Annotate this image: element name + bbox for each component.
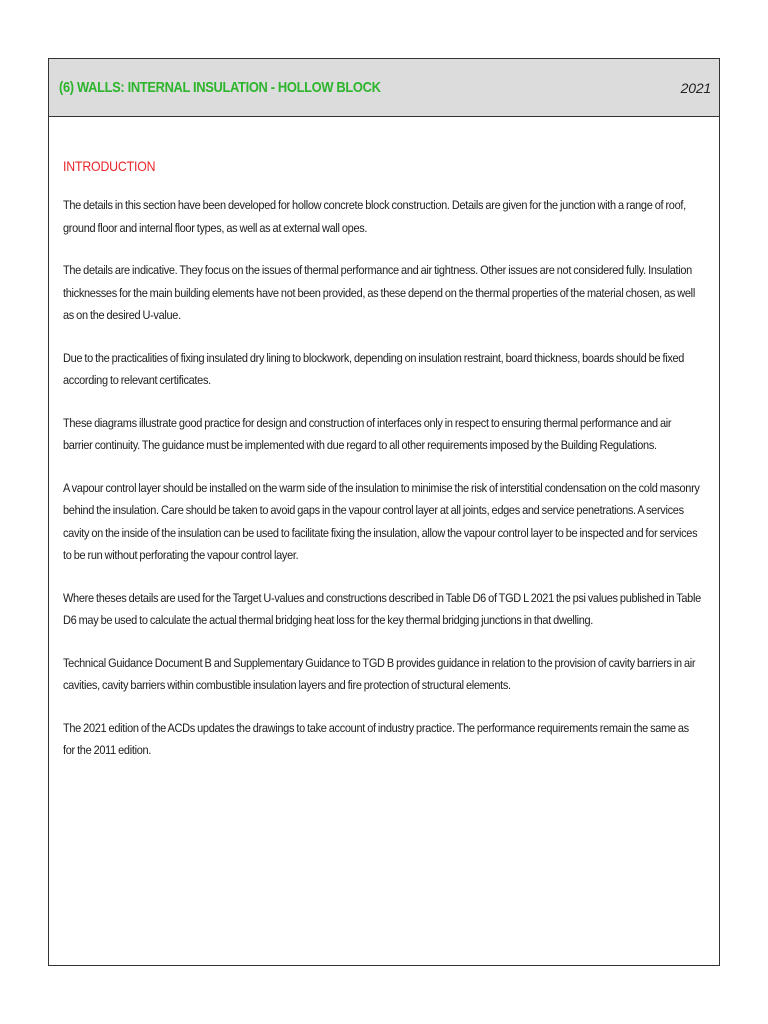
paragraph-5: A vapour control layer should be installed on the warm side of the insulation to minimise the risk of interstitial condensation on the cold masonry behind the insulation. Care should be taken to avoid gaps in the vapour control layer at all joints, edges and service penetrations. A services cavity on the inside of the insulation can be used to facilitate fixing the insulation, allow the vapour control layer to be inspected and for services to be run without perforating the vapour control layer. [63, 480, 700, 562]
introduction-heading: INTRODUCTION [63, 158, 156, 174]
paragraph-6: Where theses details are used for the Target U-values and constructions described in Table D6 of TGD L 2021 the psi values published in Table D6 may be used to calculate the actual thermal bridging heat loss for the key thermal bridging junctions in that dwelling. [63, 590, 701, 627]
paragraph-8: The 2021 edition of the ACDs updates the drawings to take account of industry practice. The performance requirements remain the same as for the 2011 edition. [63, 720, 689, 757]
paragraph-7: Technical Guidance Document B and Supplementary Guidance to TGD B provides guidance in relation to the provision of cavity barriers in air cavities, cavity barriers within combustible insulation layers and fire protection of structural elements. [63, 655, 696, 692]
paragraph-2: The details are indicative. They focus on the issues of thermal performance and air tightness. Other issues are not considered fully. Insulation thicknesses for the main building elements have not been provided, as these depend on the thermal properties of the material chosen, as well as on the desired U-value. [63, 263, 695, 322]
paragraph-4: These diagrams illustrate good practice for design and construction of interfaces only in respect to ensuring thermal performance and air barrier continuity. The guidance must be implemented with due regard to all other requirements imposed by the Building Regulations. [63, 415, 672, 452]
page-frame [48, 58, 720, 966]
paragraph-1: The details in this section have been developed for hollow concrete block construction. Details are given for the junction with a range of roof, ground floor and internal floor types, as well as at external wall opes. [63, 198, 686, 235]
document-body [49, 117, 719, 762]
section-title: (6) WALLS: INTERNAL INSULATION - HOLLOW BLOCK [59, 79, 381, 96]
edition-year: 2021 [680, 79, 711, 96]
paragraph-3: Due to the practicalities of fixing insulated dry lining to blockwork, depending on insulation restraint, board thickness, boards should be fixed according to relevant certificates. [63, 350, 685, 387]
section-header [49, 59, 719, 117]
